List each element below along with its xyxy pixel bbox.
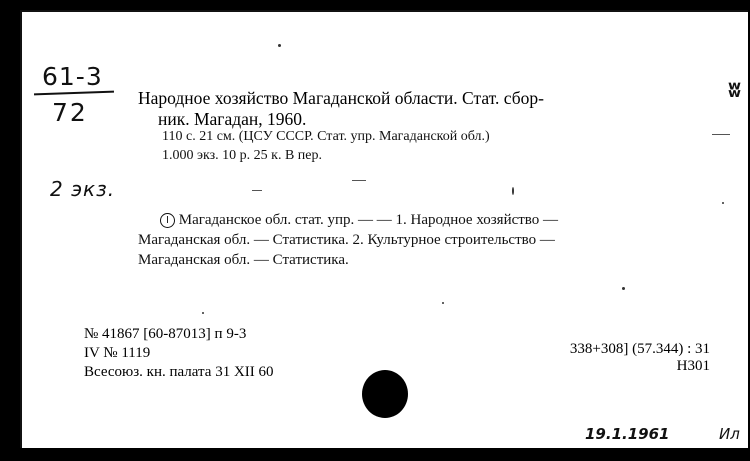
series-number: IV № 1119 [84,345,151,361]
subject-line-3: Магаданская обл. — Статистика. [138,252,349,268]
scan-dash [252,190,262,191]
call-number-divider [34,91,114,96]
scan-dash [712,134,730,135]
circled-mark-icon: I [160,213,175,228]
entry-description-line-1: 110 с. 21 см. (ЦСУ СССР. Стат. упр. Магаданской обл.) [162,129,490,144]
call-number-top: 61-3 [42,62,103,91]
subject-line-1 [160,212,558,229]
issuer-line: Всесоюз. кн. палата 31 XII 60 [84,364,274,380]
registration-number: № 41867 [60-87013] п 9-3 [84,326,247,342]
entry-description-line-2: 1.000 экз. 10 р. 25 к. В пер. [162,148,323,163]
punch-hole [362,370,408,418]
scan-dash [352,180,366,181]
author-mark: Н301 [676,358,710,374]
entry-title-line-2: ник. Магадан, 1960. [158,109,307,129]
subject-line-1-text: Магаданское обл. стат. упр. — — 1. Народное хозяйство — [178,212,559,228]
subject-line-2: Магаданская обл. — Статистика. 2. Культурное строительство — [138,232,555,248]
entry-title-line-1: Народное хозяйство Магаданской области. Стат. сбор- [138,88,544,108]
copies-note: 2 экз. [50,177,116,201]
scan-speck [442,302,444,304]
scan-speck [512,187,514,195]
scan-speck [722,202,724,204]
scan-speck [622,287,625,290]
handwritten-mark: ʬ [728,78,741,103]
scan-speck [202,312,204,314]
handwritten-date: 19.1.1961 [585,425,670,443]
handwritten-initials: Ил [719,425,740,443]
call-number-bottom: 72 [52,98,88,127]
catalog-card [20,10,748,448]
classification-code: 338+308] (57.344) : 31 [569,341,710,357]
scan-speck [278,44,281,47]
